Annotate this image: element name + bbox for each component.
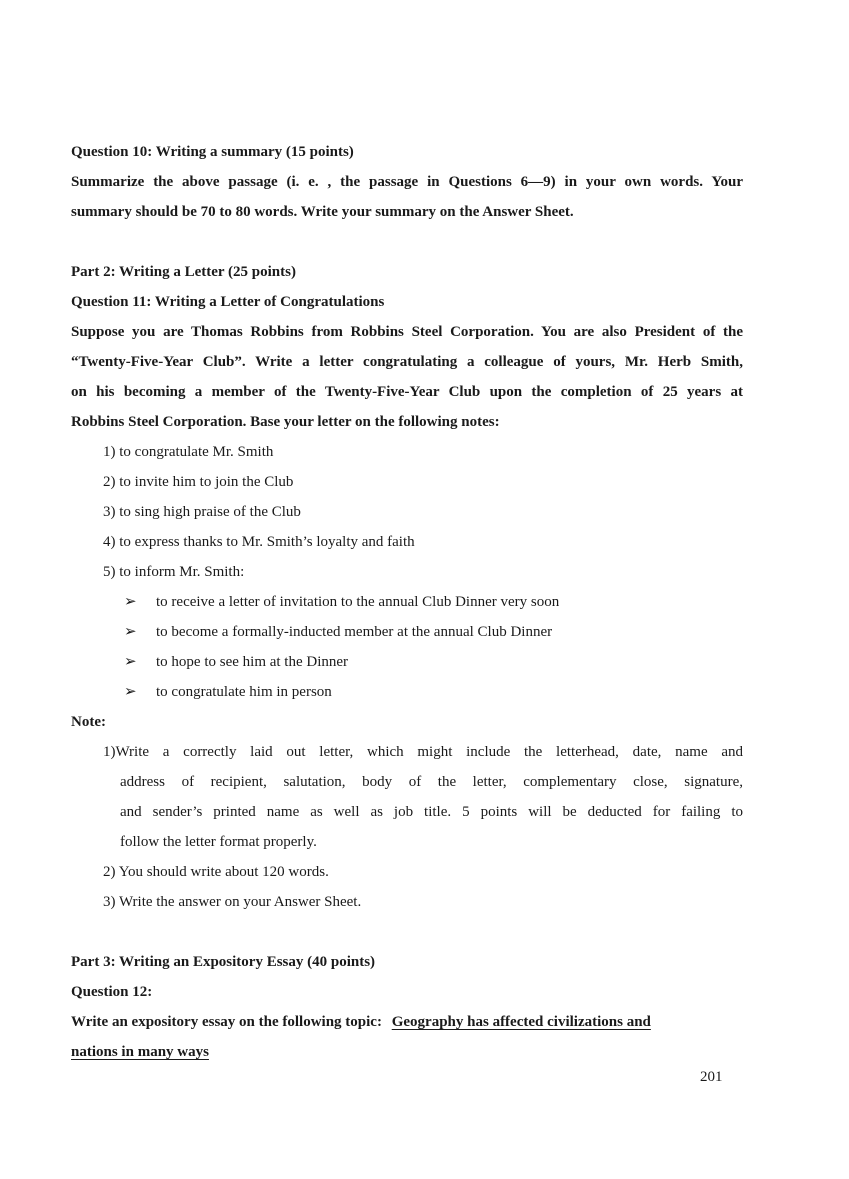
note1-line-1: 1)Write a correctly laid out letter, which might include the letterhead, date, name and <box>103 744 743 760</box>
q12-topic-line-2 <box>71 1042 743 1062</box>
subnote-item <box>124 652 684 672</box>
subnote-text: to congratulate him in person <box>156 684 332 700</box>
q11-text-line-4: Robbins Steel Corporation. Base your letter on the following notes: <box>71 414 500 430</box>
subnote-item <box>124 622 684 642</box>
page-number: 201 <box>700 1069 723 1085</box>
q12-heading: Question 12: <box>71 984 153 1000</box>
part2-heading: Part 2: Writing a Letter (25 points) <box>71 264 296 280</box>
note3: 3) Write the answer on your Answer Sheet. <box>103 894 362 910</box>
subnote-item <box>124 682 684 702</box>
part3-heading: Part 3: Writing an Expository Essay (40 points) <box>71 954 376 970</box>
q11-text-line-2: “Twenty-Five-Year Club”. Write a letter congratulating a colleague of yours, Mr. Herb Smith, <box>71 354 743 370</box>
note1-line-4: follow the letter format properly. <box>120 834 317 850</box>
arrow-bullet-icon: ➢ <box>124 684 137 700</box>
subnote-text: to hope to see him at the Dinner <box>156 654 349 670</box>
note-item-4: 4) to express thanks to Mr. Smith’s loyalty and faith <box>103 534 415 550</box>
q12-prompt: Write an expository essay on the following topic: <box>71 1014 382 1030</box>
topic-line-2: nations in many ways <box>71 1044 209 1060</box>
note2: 2) You should write about 120 words. <box>103 864 329 880</box>
q10-text-line-2: summary should be 70 to 80 words. Write your summary on the Answer Sheet. <box>71 204 574 220</box>
q10-text-line-1: Summarize the above passage (i. e. , the passage in Questions 6—9) in your own words. Your <box>71 174 743 190</box>
arrow-bullet-icon: ➢ <box>124 624 137 640</box>
note-label: Note: <box>71 714 106 730</box>
q10-heading: Question 10: Writing a summary (15 points) <box>71 144 354 160</box>
note-item-3: 3) to sing high praise of the Club <box>103 504 301 520</box>
note-item-5: 5) to inform Mr. Smith: <box>103 564 245 580</box>
q11-text-line-1: Suppose you are Thomas Robbins from Robbins Steel Corporation. You are also President of the <box>71 324 743 340</box>
subnote-item <box>124 592 684 612</box>
note1-line-3: and sender’s printed name as well as job title. 5 points will be deducted for failing to <box>120 804 743 820</box>
arrow-bullet-icon: ➢ <box>124 594 137 610</box>
note-item-1: 1) to congratulate Mr. Smith <box>103 444 274 460</box>
topic-line-1: Geography has affected civilizations and <box>391 1014 651 1030</box>
note1-line-2: address of recipient, salutation, body of the letter, complementary close, signature, <box>120 774 743 790</box>
q11-text-line-3: on his becoming a member of the Twenty-Five-Year Club upon the completion of 25 years at <box>71 384 743 400</box>
q11-heading: Question 11: Writing a Letter of Congratulations <box>71 294 385 310</box>
subnote-text: to receive a letter of invitation to the annual Club Dinner very soon <box>156 594 560 610</box>
subnote-text: to become a formally-inducted member at the annual Club Dinner <box>156 624 553 640</box>
q12-prompt-line <box>71 1012 743 1032</box>
note-item-2: 2) to invite him to join the Club <box>103 474 294 490</box>
arrow-bullet-icon: ➢ <box>124 654 137 670</box>
